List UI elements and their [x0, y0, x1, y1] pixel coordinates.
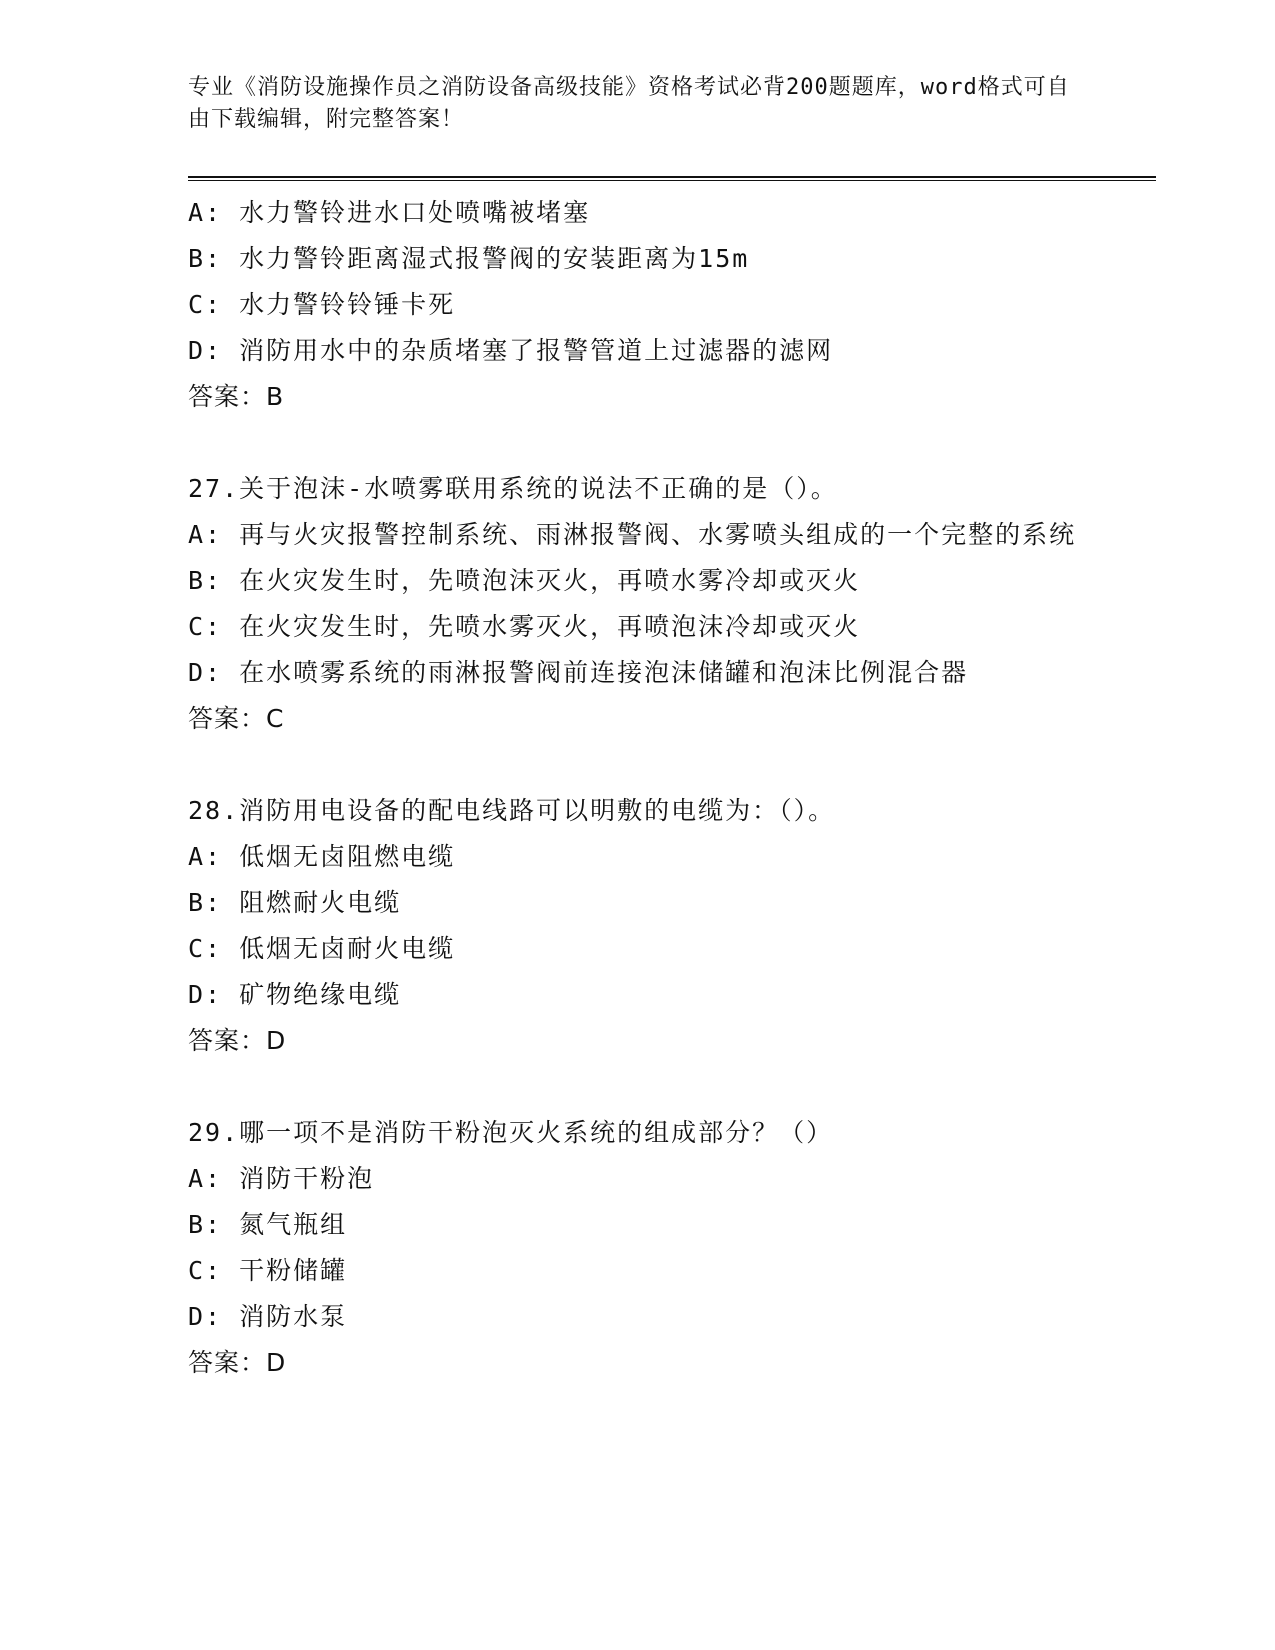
option-d: D: 在水喷雾系统的雨淋报警阀前连接泡沫储罐和泡沫比例混合器	[188, 658, 969, 687]
option-c: C: 在火灾发生时，先喷水雾灭火，再喷泡沫冷却或灭火	[188, 612, 861, 641]
block-spacer	[188, 1064, 1088, 1110]
question-text: 27.关于泡沫-水喷雾联用系统的说法不正确的是（）。	[188, 474, 838, 503]
option-d: D: 矿物绝缘电缆	[188, 980, 402, 1009]
answer-line: 答案：D	[188, 1026, 287, 1055]
option-a: A: 低烟无卤阻燃电缆	[188, 842, 456, 871]
document-header: 专业《消防设施操作员之消防设备高级技能》资格考试必背200题题库，word格式可自由下载编辑，附完整答案！	[188, 75, 1070, 132]
question-text: 29.哪一项不是消防干粉泡灭火系统的组成部分？（）	[188, 1118, 834, 1147]
option-b: B: 阻燃耐火电缆	[188, 888, 402, 917]
question-block	[188, 190, 1088, 420]
divider-thin-line	[188, 180, 1156, 181]
option-d: D: 消防用水中的杂质堵塞了报警管道上过滤器的滤网	[188, 336, 834, 365]
answer-line: 答案：C	[188, 704, 285, 733]
option-c: C: 水力警铃铃锤卡死	[188, 290, 456, 319]
option-b: B: 在火灾发生时，先喷泡沫灭火，再喷水雾冷却或灭火	[188, 566, 861, 595]
option-b: B: 水力警铃距离湿式报警阀的安装距离为15m	[188, 244, 750, 273]
question-block	[188, 788, 1088, 1064]
option-a: A: 再与火灾报警控制系统、雨淋报警阀、水雾喷头组成的一个完整的系统	[188, 520, 1077, 549]
question-text: 28.消防用电设备的配电线路可以明敷的电缆为：（）。	[188, 796, 836, 825]
option-a: A: 水力警铃进水口处喷嘴被堵塞	[188, 198, 591, 227]
question-list	[188, 190, 1088, 1386]
block-spacer	[188, 420, 1088, 466]
answer-line: 答案：D	[188, 1348, 287, 1377]
header-divider	[188, 176, 1156, 181]
block-spacer	[188, 742, 1088, 788]
question-block	[188, 466, 1088, 742]
option-c: C: 干粉储罐	[188, 1256, 348, 1285]
answer-line: 答案：B	[188, 382, 285, 411]
divider-thick-line	[188, 176, 1156, 178]
option-c: C: 低烟无卤耐火电缆	[188, 934, 456, 963]
option-d: D: 消防水泵	[188, 1302, 348, 1331]
question-block	[188, 1110, 1088, 1386]
option-b: B: 氮气瓶组	[188, 1210, 348, 1239]
option-a: A: 消防干粉泡	[188, 1164, 375, 1193]
